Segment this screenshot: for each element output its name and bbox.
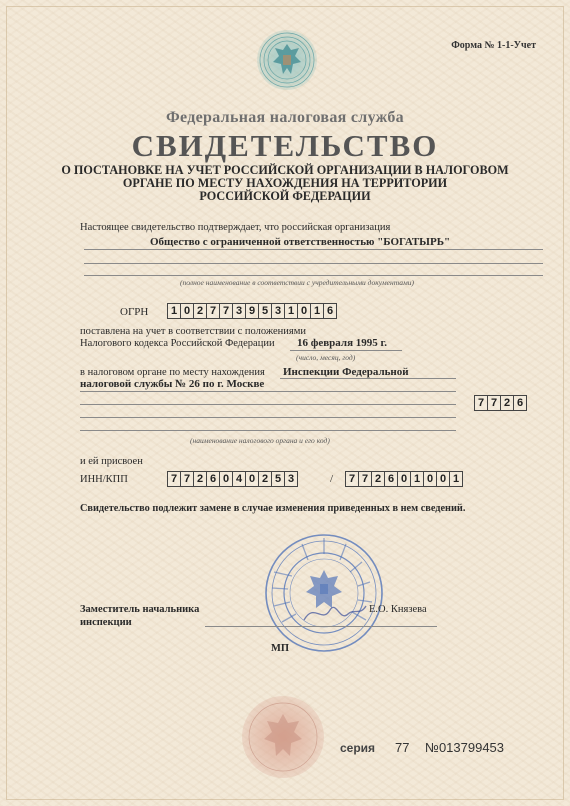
digit-box: 0 (436, 471, 450, 487)
registration-line1: поставлена на учет в соответствии с положениями (80, 326, 306, 337)
digit-box: 7 (219, 303, 233, 319)
underline (84, 249, 543, 250)
date-hint: (число, месяц, год) (296, 353, 356, 362)
kpp-digit-boxes (345, 471, 462, 487)
digit-box: 1 (284, 303, 298, 319)
digit-box: 3 (232, 303, 246, 319)
underline (84, 275, 543, 276)
inn-digit-boxes (167, 471, 297, 487)
certifies-text: Настоящее свидетельство подтверждает, что российская организация (80, 222, 391, 233)
underline (290, 350, 402, 351)
underline (80, 391, 456, 392)
digit-box: 6 (513, 395, 527, 411)
digit-box: 0 (219, 471, 233, 487)
digit-box: 3 (284, 471, 298, 487)
service-title: Федеральная налоговая служба (166, 109, 404, 126)
replacement-note: Свидетельство подлежит замене в случае изменения приведенных в нем сведений. (80, 503, 466, 514)
digit-box: 4 (232, 471, 246, 487)
series-label: серия (340, 741, 376, 755)
inn-kpp-label: ИНН/КПП (80, 474, 128, 485)
underline (80, 417, 456, 418)
underline (280, 378, 456, 379)
digit-box: 9 (245, 303, 259, 319)
digit-box: 6 (206, 471, 220, 487)
signatory-name: Е.О. Князева (369, 604, 427, 615)
emblem-icon (255, 28, 319, 92)
document-subtitle (60, 164, 510, 203)
digit-box: 7 (474, 395, 488, 411)
subtitle-line: РОССИЙСКОЙ ФЕДЕРАЦИИ (199, 189, 371, 203)
tax-office-code-boxes (474, 395, 526, 411)
digit-box: 0 (245, 471, 259, 487)
digit-box: 1 (449, 471, 463, 487)
assigned-text: и ей присвоен (80, 456, 143, 467)
digit-box: 3 (271, 303, 285, 319)
digit-box: 7 (167, 471, 181, 487)
digit-box: 0 (180, 303, 194, 319)
tax-office-name-part1: Инспекции Федеральной (283, 366, 409, 378)
inn-kpp-separator: / (330, 473, 334, 485)
signatory-position-line2: инспекции (80, 617, 132, 628)
digit-box: 7 (487, 395, 501, 411)
digit-box: 7 (345, 471, 359, 487)
digit-box: 0 (297, 303, 311, 319)
form-number: Форма № 1-1-Учет (451, 40, 536, 51)
digit-box: 0 (423, 471, 437, 487)
official-stamp-icon (262, 532, 386, 654)
subtitle-line: ОРГАНЕ ПО МЕСТУ НАХОЖДЕНИЯ НА ТЕРРИТОРИИ (122, 176, 448, 190)
digit-box: 1 (167, 303, 181, 319)
registration-date: 16 февраля 1995 г. (297, 337, 388, 349)
organization-hint: (полное наименование в соответствии с учредительными документами) (180, 278, 414, 287)
stamp-place-label: МП (271, 643, 290, 654)
digit-box: 7 (358, 471, 372, 487)
digit-box: 2 (193, 471, 207, 487)
handwritten-signature (300, 596, 370, 630)
digit-box: 7 (206, 303, 220, 319)
tax-office-prefix: в налоговом органе по месту нахождения (80, 367, 265, 378)
digit-box: 2 (193, 303, 207, 319)
digit-box: 6 (323, 303, 337, 319)
series-number: №013799453 (425, 740, 505, 755)
underline (84, 263, 543, 264)
underline (80, 404, 456, 405)
hologram-seal-icon (240, 694, 326, 780)
digit-box: 1 (410, 471, 424, 487)
tax-office-name-part2: налоговой службы № 26 по г. Москве (80, 378, 265, 390)
digit-box: 5 (258, 303, 272, 319)
digit-box: 5 (271, 471, 285, 487)
ogrn-label: ОГРН (120, 306, 149, 318)
digit-box: 2 (500, 395, 514, 411)
digit-box: 0 (397, 471, 411, 487)
digit-box: 1 (310, 303, 324, 319)
tax-office-hint: (наименование налогового органа и его код) (190, 436, 330, 445)
signatory-position-line1: Заместитель начальника (80, 604, 200, 615)
ogrn-digit-boxes (167, 303, 336, 319)
subtitle-line: О ПОСТАНОВКЕ НА УЧЕТ РОССИЙСКОЙ ОРГАНИЗАЦИИ В НАЛОГОВОМ (61, 163, 509, 177)
digit-box: 6 (384, 471, 398, 487)
document-title: СВИДЕТЕЛЬСТВО (131, 128, 439, 163)
registration-line2: Налогового кодекса Российской Федерации (80, 338, 275, 349)
organization-name: Общество с ограниченной ответственностью "БОГАТЫРЬ" (150, 236, 451, 248)
digit-box: 2 (258, 471, 272, 487)
digit-box: 2 (371, 471, 385, 487)
underline (80, 430, 456, 431)
digit-box: 7 (180, 471, 194, 487)
series-code: 77 (395, 740, 410, 755)
